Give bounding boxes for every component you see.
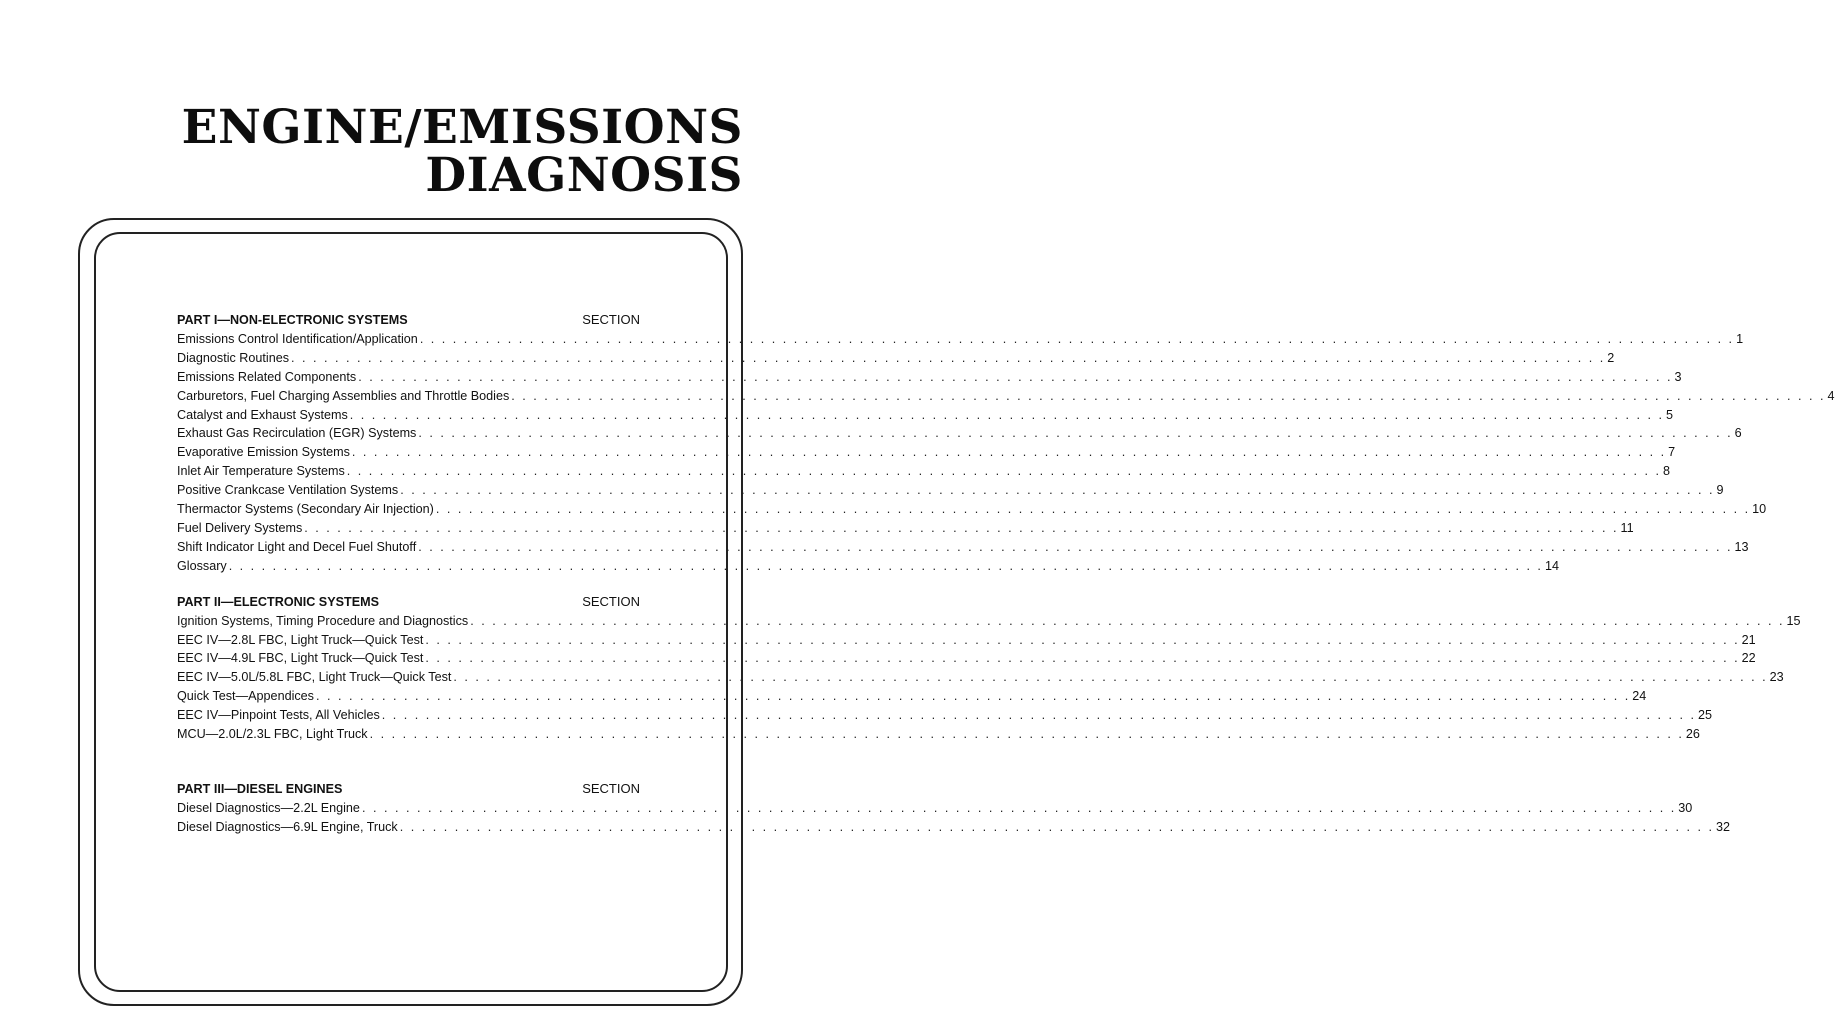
- dot-leader: . . . . . . . . . . . . . . . . . . . . . . . . . . . . . . . . . . . . . . . . . . . . . . . . . . . . . . . . . . . . . . . . . . . . . . . . . . . . . . . . . . . . . . . . . . . . . . . . . . . . . . . . . . . . . . . . . . . . . . . .: [358, 369, 1673, 384]
- toc-entry-label: Exhaust Gas Recirculation (EGR) Systems: [177, 426, 417, 441]
- section-column-label: SECTION: [582, 593, 640, 609]
- dot-leader: . . . . . . . . . . . . . . . . . . . . . . . . . . . . . . . . . . . . . . . . . . . . . . . . . . . . . . . . . . . . . . . . . . . . . . . . . . . . . . . . . . . . . . . . . . . . . . . . . . . . . . . . . . . . . . . . . . . . . . . .: [351, 445, 1667, 460]
- dot-leader: . . . . . . . . . . . . . . . . . . . . . . . . . . . . . . . . . . . . . . . . . . . . . . . . . . . . . . . . . . . . . . . . . . . . . . . . . . . . . . . . . . . . . . . . . . . . . . . . . . . . . . . . . . . . . . . . . . . . . . . .: [418, 426, 1733, 441]
- toc-entry-label: Thermactor Systems (Secondary Air Injection): [177, 502, 434, 517]
- toc-entry: [177, 799, 1693, 818]
- page-title-line-1: ENGINE/EMISSIONS: [181, 100, 743, 155]
- dot-leader: . . . . . . . . . . . . . . . . . . . . . . . . . . . . . . . . . . . . . . . . . . . . . . . . . . . . . . . . . . . . . . . . . . . . . . . . . . . . . . . . . . . . . . . . . . . . . . . . . . . . . . . . . . . . . . . . . . . . . . . .: [315, 689, 1631, 704]
- toc-entry-section-number: 25: [1698, 708, 1713, 723]
- toc-entry-label: Emissions Control Identification/Application: [177, 331, 418, 346]
- toc-entry: [177, 424, 1742, 443]
- part-heading-row: [177, 311, 640, 330]
- toc-entry: [177, 706, 1713, 725]
- dot-leader: . . . . . . . . . . . . . . . . . . . . . . . . . . . . . . . . . . . . . . . . . . . . . . . . . . . . . . . . . . . . . . . . . . . . . . . . . . . . . . . . . . . . . . . . . . . . . . . . . . . . . . . . . . . . . . . . . . . . . . . .: [419, 331, 1735, 346]
- toc-entry-section-number: 23: [1769, 670, 1784, 685]
- toc-entry: [177, 481, 1724, 500]
- toc-entry-label: Catalyst and Exhaust Systems: [177, 407, 348, 422]
- dot-leader: . . . . . . . . . . . . . . . . . . . . . . . . . . . . . . . . . . . . . . . . . . . . . . . . . . . . . . . . . . . . . . . . . . . . . . . . . . . . . . . . . . . . . . . . . . . . . . . . . . . . . . . . . . . . . . . . . . . . . . . .: [304, 520, 1619, 535]
- toc-entry-section-number: 3: [1674, 369, 1682, 384]
- toc-entry: [177, 612, 1801, 631]
- dot-leader: . . . . . . . . . . . . . . . . . . . . . . . . . . . . . . . . . . . . . . . . . . . . . . . . . . . . . . . . . . . . . . . . . . . . . . . . . . . . . . . . . . . . . . . . . . . . . . . . . . . . . . . . . . . . . . . . . . . . . . . .: [425, 632, 1740, 647]
- toc-entry-section-number: 32: [1715, 819, 1730, 834]
- dot-leader: . . . . . . . . . . . . . . . . . . . . . . . . . . . . . . . . . . . . . . . . . . . . . . . . . . . . . . . . . . . . . . . . . . . . . . . . . . . . . . . . . . . . . . . . . . . . . . . . . . . . . . . . . . . . . . . . . . . . . . . .: [511, 388, 1826, 403]
- toc-entry-label: Emissions Related Components: [177, 369, 357, 384]
- toc-entry-label: Fuel Delivery Systems: [177, 520, 303, 535]
- toc-entry: [177, 631, 1756, 650]
- toc-entry-label: EEC IV—4.9L FBC, Light Truck—Quick Test: [177, 651, 424, 666]
- toc-entry-label: Evaporative Emission Systems: [177, 445, 350, 460]
- toc-entry-section-number: 8: [1663, 464, 1671, 479]
- toc-entry-label: Positive Crankcase Ventilation Systems: [177, 483, 399, 498]
- dot-leader: . . . . . . . . . . . . . . . . . . . . . . . . . . . . . . . . . . . . . . . . . . . . . . . . . . . . . . . . . . . . . . . . . . . . . . . . . . . . . . . . . . . . . . . . . . . . . . . . . . . . . . . . . . . . . . . . . . . . . . . .: [291, 350, 1606, 365]
- toc-entry-section-number: 22: [1741, 651, 1756, 666]
- part-heading: PART II—ELECTRONIC SYSTEMS: [177, 594, 379, 609]
- toc-entry-label: EEC IV—Pinpoint Tests, All Vehicles: [177, 708, 380, 723]
- toc-entry-section-number: 2: [1607, 350, 1615, 365]
- toc-entry: [177, 368, 1682, 387]
- dot-leader: . . . . . . . . . . . . . . . . . . . . . . . . . . . . . . . . . . . . . . . . . . . . . . . . . . . . . . . . . . . . . . . . . . . . . . . . . . . . . . . . . . . . . . . . . . . . . . . . . . . . . . . . . . . . . . . . . . . . . . . .: [418, 539, 1733, 554]
- toc-entry: [177, 519, 1634, 538]
- dot-leader: . . . . . . . . . . . . . . . . . . . . . . . . . . . . . . . . . . . . . . . . . . . . . . . . . . . . . . . . . . . . . . . . . . . . . . . . . . . . . . . . . . . . . . . . . . . . . . . . . . . . . . . . . . . . . . . . . . . . . . . .: [425, 651, 1740, 666]
- page-title-line-2: DIAGNOSIS: [425, 148, 743, 203]
- dot-leader: . . . . . . . . . . . . . . . . . . . . . . . . . . . . . . . . . . . . . . . . . . . . . . . . . . . . . . . . . . . . . . . . . . . . . . . . . . . . . . . . . . . . . . . . . . . . . . . . . . . . . . . . . . . . . . . . . . . . . . . .: [435, 502, 1751, 517]
- dot-leader: . . . . . . . . . . . . . . . . . . . . . . . . . . . . . . . . . . . . . . . . . . . . . . . . . . . . . . . . . . . . . . . . . . . . . . . . . . . . . . . . . . . . . . . . . . . . . . . . . . . . . . . . . . . . . . . . . . . . . . . .: [381, 708, 1697, 723]
- toc-entry-section-number: 7: [1668, 445, 1676, 460]
- dot-leader: . . . . . . . . . . . . . . . . . . . . . . . . . . . . . . . . . . . . . . . . . . . . . . . . . . . . . . . . . . . . . . . . . . . . . . . . . . . . . . . . . . . . . . . . . . . . . . . . . . . . . . . . . . . . . . . . . . . . . . . .: [453, 670, 1768, 685]
- toc-entry-section-number: 6: [1734, 426, 1742, 441]
- toc-entry-section-number: 10: [1752, 502, 1767, 517]
- dot-leader: . . . . . . . . . . . . . . . . . . . . . . . . . . . . . . . . . . . . . . . . . . . . . . . . . . . . . . . . . . . . . . . . . . . . . . . . . . . . . . . . . . . . . . . . . . . . . . . . . . . . . . . . . . . . . . . . . . . . . . . .: [400, 483, 1715, 498]
- part-heading-row: [177, 780, 640, 799]
- dot-leader: . . . . . . . . . . . . . . . . . . . . . . . . . . . . . . . . . . . . . . . . . . . . . . . . . . . . . . . . . . . . . . . . . . . . . . . . . . . . . . . . . . . . . . . . . . . . . . . . . . . . . . . . . . . . . . . . . . . . . . . .: [470, 613, 1785, 628]
- toc-entry-label: Diesel Diagnostics—6.9L Engine, Truck: [177, 819, 398, 834]
- toc-entry: [177, 462, 1671, 481]
- toc-entry: [177, 725, 1700, 744]
- toc-entry-section-number: 5: [1666, 407, 1674, 422]
- toc-entry-label: Glossary: [177, 558, 227, 573]
- section-column-label: SECTION: [582, 780, 640, 796]
- dot-leader: . . . . . . . . . . . . . . . . . . . . . . . . . . . . . . . . . . . . . . . . . . . . . . . . . . . . . . . . . . . . . . . . . . . . . . . . . . . . . . . . . . . . . . . . . . . . . . . . . . . . . . . . . . . . . . . . . . . . . . . .: [369, 727, 1684, 742]
- toc-entry-label: Ignition Systems, Timing Procedure and Diagnostics: [177, 613, 469, 628]
- toc-entry-section-number: 21: [1741, 632, 1756, 647]
- part-heading-row: [177, 593, 640, 612]
- part-heading: PART III—DIESEL ENGINES: [177, 781, 343, 796]
- toc-entry-section-number: 30: [1678, 800, 1693, 815]
- part-heading: PART I—NON-ELECTRONIC SYSTEMS: [177, 313, 408, 327]
- toc-part-2: [177, 593, 1801, 744]
- toc-entry-label: Carburetors, Fuel Charging Assemblies and Throttle Bodies: [177, 388, 510, 403]
- toc-entry-section-number: 11: [1620, 520, 1634, 535]
- toc-entry-section-number: 15: [1786, 613, 1801, 628]
- toc-entry: [177, 557, 1559, 576]
- table-of-contents: [177, 311, 1835, 854]
- dot-leader: . . . . . . . . . . . . . . . . . . . . . . . . . . . . . . . . . . . . . . . . . . . . . . . . . . . . . . . . . . . . . . . . . . . . . . . . . . . . . . . . . . . . . . . . . . . . . . . . . . . . . . . . . . . . . . . . . . . . . . . .: [228, 558, 1543, 573]
- toc-entry-label: EEC IV—2.8L FBC, Light Truck—Quick Test: [177, 632, 424, 647]
- toc-entry-section-number: 9: [1716, 483, 1724, 498]
- dot-leader: . . . . . . . . . . . . . . . . . . . . . . . . . . . . . . . . . . . . . . . . . . . . . . . . . . . . . . . . . . . . . . . . . . . . . . . . . . . . . . . . . . . . . . . . . . . . . . . . . . . . . . . . . . . . . . . . . . . . . . . .: [346, 464, 1662, 479]
- toc-entry-label: MCU—2.0L/2.3L FBC, Light Truck: [177, 727, 368, 742]
- dot-leader: . . . . . . . . . . . . . . . . . . . . . . . . . . . . . . . . . . . . . . . . . . . . . . . . . . . . . . . . . . . . . . . . . . . . . . . . . . . . . . . . . . . . . . . . . . . . . . . . . . . . . . . . . . . . . . . . . . . . . . . .: [399, 819, 1714, 834]
- toc-entry: [177, 538, 1749, 557]
- toc-entry-label: EEC IV—5.0L/5.8L FBC, Light Truck—Quick Test: [177, 670, 452, 685]
- toc-entry: [177, 387, 1835, 406]
- toc-entry: [177, 500, 1767, 519]
- toc-entry: [177, 443, 1676, 462]
- toc-entry-label: Diesel Diagnostics—2.2L Engine: [177, 800, 360, 815]
- toc-part-1: [177, 311, 1835, 576]
- toc-entry-label: Quick Test—Appendices: [177, 689, 314, 704]
- toc-entry: [177, 649, 1756, 668]
- toc-entry: [177, 668, 1784, 687]
- toc-entry: [177, 349, 1615, 368]
- toc-entry-section-number: 24: [1632, 689, 1647, 704]
- toc-entry: [177, 406, 1674, 425]
- toc-entry-section-number: 13: [1734, 539, 1749, 554]
- toc-entry: [177, 687, 1647, 706]
- dot-leader: . . . . . . . . . . . . . . . . . . . . . . . . . . . . . . . . . . . . . . . . . . . . . . . . . . . . . . . . . . . . . . . . . . . . . . . . . . . . . . . . . . . . . . . . . . . . . . . . . . . . . . . . . . . . . . . . . . . . . . . .: [349, 407, 1665, 422]
- toc-entry: [177, 330, 1744, 349]
- page-title: [181, 100, 743, 203]
- toc-entry-section-number: 4: [1827, 388, 1835, 403]
- toc-entry: [177, 818, 1730, 837]
- toc-entry-section-number: 14: [1544, 558, 1559, 573]
- toc-entry-section-number: 26: [1685, 727, 1700, 742]
- toc-entry-label: Diagnostic Routines: [177, 350, 290, 365]
- dot-leader: . . . . . . . . . . . . . . . . . . . . . . . . . . . . . . . . . . . . . . . . . . . . . . . . . . . . . . . . . . . . . . . . . . . . . . . . . . . . . . . . . . . . . . . . . . . . . . . . . . . . . . . . . . . . . . . . . . . . . . . .: [361, 800, 1677, 815]
- section-column-label: SECTION: [582, 312, 640, 327]
- toc-entry-section-number: 1: [1736, 331, 1744, 346]
- toc-part-3: [177, 780, 1730, 837]
- toc-entry-label: Inlet Air Temperature Systems: [177, 464, 345, 479]
- toc-entry-label: Shift Indicator Light and Decel Fuel Shutoff: [177, 539, 417, 554]
